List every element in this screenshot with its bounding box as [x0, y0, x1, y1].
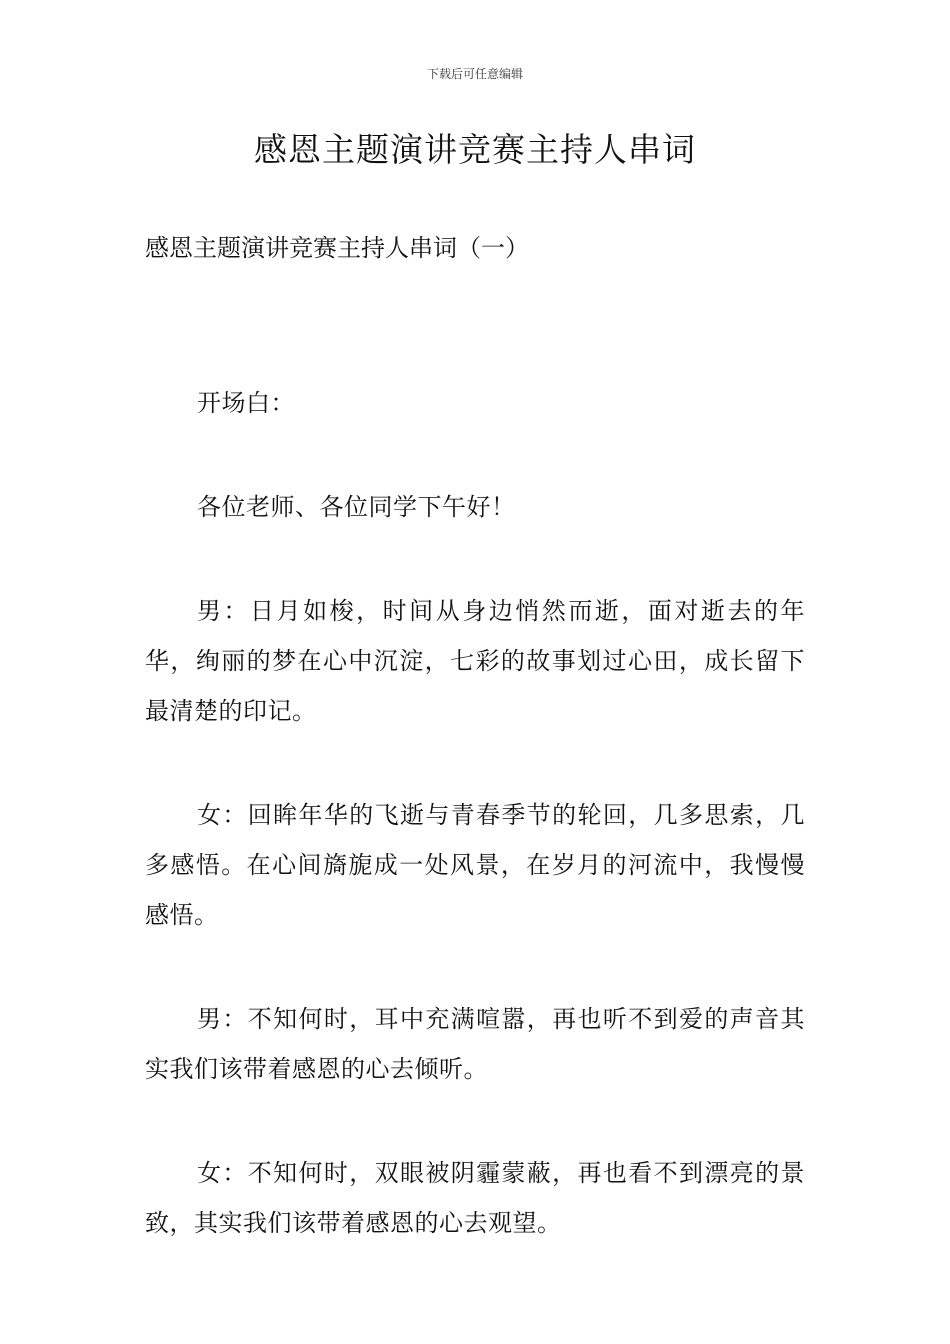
paragraph-female-2: 女：不知何时，双眼被阴霾蒙蔽，再也看不到漂亮的景致，其实我们该带着感恩的心去观望。	[145, 1159, 805, 1237]
header-note: 下载后可任意编辑	[426, 67, 523, 81]
paragraph-female-1: 女：回眸年华的飞逝与青春季节的轮回，几多思索，几多感悟。在心间旖旎成一处风景，在岁月的河流中，我慢慢感悟。	[145, 801, 805, 929]
document-body	[145, 378, 805, 1302]
paragraph-opening: 开场白：	[197, 389, 295, 417]
document-title: 感恩主题演讲竞赛主持人串词	[254, 130, 696, 169]
paragraph-male-1: 男：日月如梭，时间从身边悄然而逝，面对逝去的年华，绚丽的梦在心中沉淀，七彩的故事划过心田，成长留下最清楚的印记。	[145, 597, 805, 725]
paragraph-male-2: 男：不知何时，耳中充满喧嚣，再也听不到爱的声音其实我们该带着感恩的心去倾听。	[145, 1005, 805, 1083]
paragraph-greeting: 各位老师、各位同学下午好！	[197, 493, 516, 521]
document-subtitle: 感恩主题演讲竞赛主持人串词（一）	[145, 234, 529, 262]
